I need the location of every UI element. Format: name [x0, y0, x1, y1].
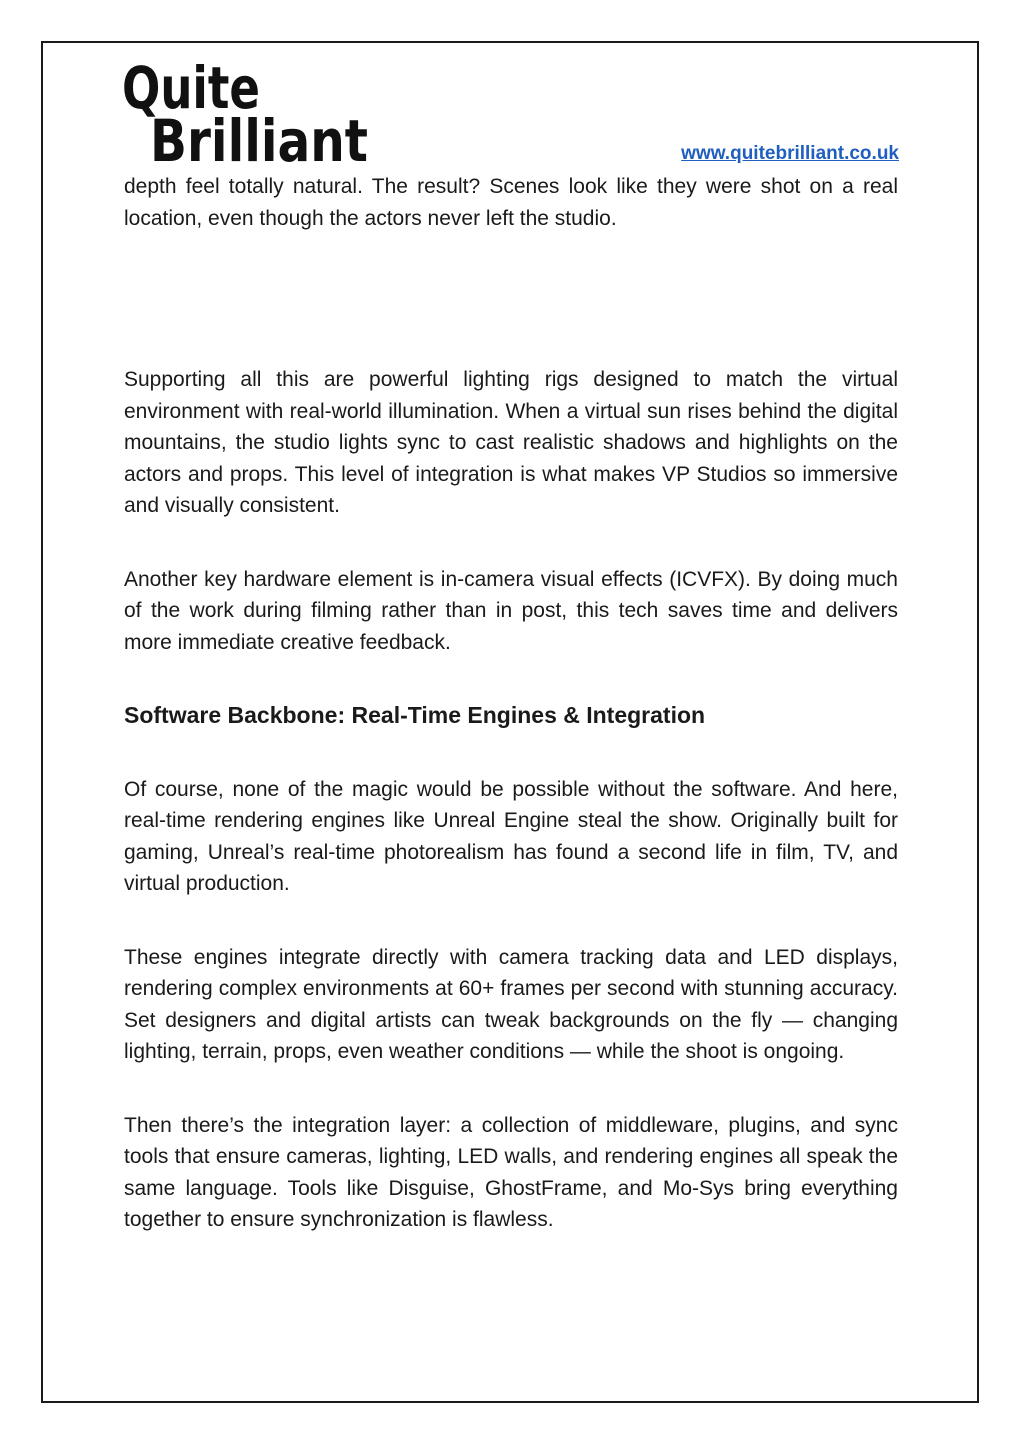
website-link[interactable]: www.quitebrilliant.co.uk: [681, 143, 899, 164]
paragraph-2: Supporting all this are powerful lighting rigs designed to match the virtual environment with real-world illumination. When a virtual sun rises behind the digital mountains, the studio lights sync to cast realistic shadows and highlights on the actors and props. This level of integration is what makes VP Studios so immersive and visually consistent.: [124, 368, 898, 517]
document-body: [124, 171, 898, 1236]
paragraph-3: Another key hardware element is in-camera visual effects (ICVFX). By doing much of the work during filming rather than in post, this tech saves time and delivers more immediate creative feedback.: [124, 567, 898, 654]
paragraph-1: depth feel totally natural. The result? Scenes look like they were shot on a real location, even though the actors never left the studio.: [124, 175, 898, 230]
quite-brilliant-logo: [122, 54, 372, 175]
paragraph-5: These engines integrate directly with camera tracking data and LED displays, rendering complex environments at 60+ frames per second with stunning accuracy. Set designers and digital artists can tweak backgrounds on the fly — changing lighting, terrain, props, even weather conditions — while the shoot is ongoing.: [124, 945, 898, 1063]
paragraph-4: Of course, none of the magic would be possible without the software. And here, real-time rendering engines like Unreal Engine steal the show. Originally built for gaming, Unreal’s real-time photorealism has found a second life in film, TV, and virtual production.: [124, 777, 898, 895]
logo-line-quite: Quite: [122, 54, 260, 122]
paragraph-6: Then there’s the integration layer: a collection of middleware, plugins, and sync tools that ensure cameras, lighting, LED walls, and rendering engines all speak the same language. Tools like Disguise, GhostFrame, and Mo-Sys bring everything together to ensure synchronization is flawless.: [124, 1113, 898, 1231]
logo-line-brilliant: Brilliant: [150, 107, 368, 175]
section-heading: Software Backbone: Real-Time Engines & Integration: [124, 702, 706, 728]
